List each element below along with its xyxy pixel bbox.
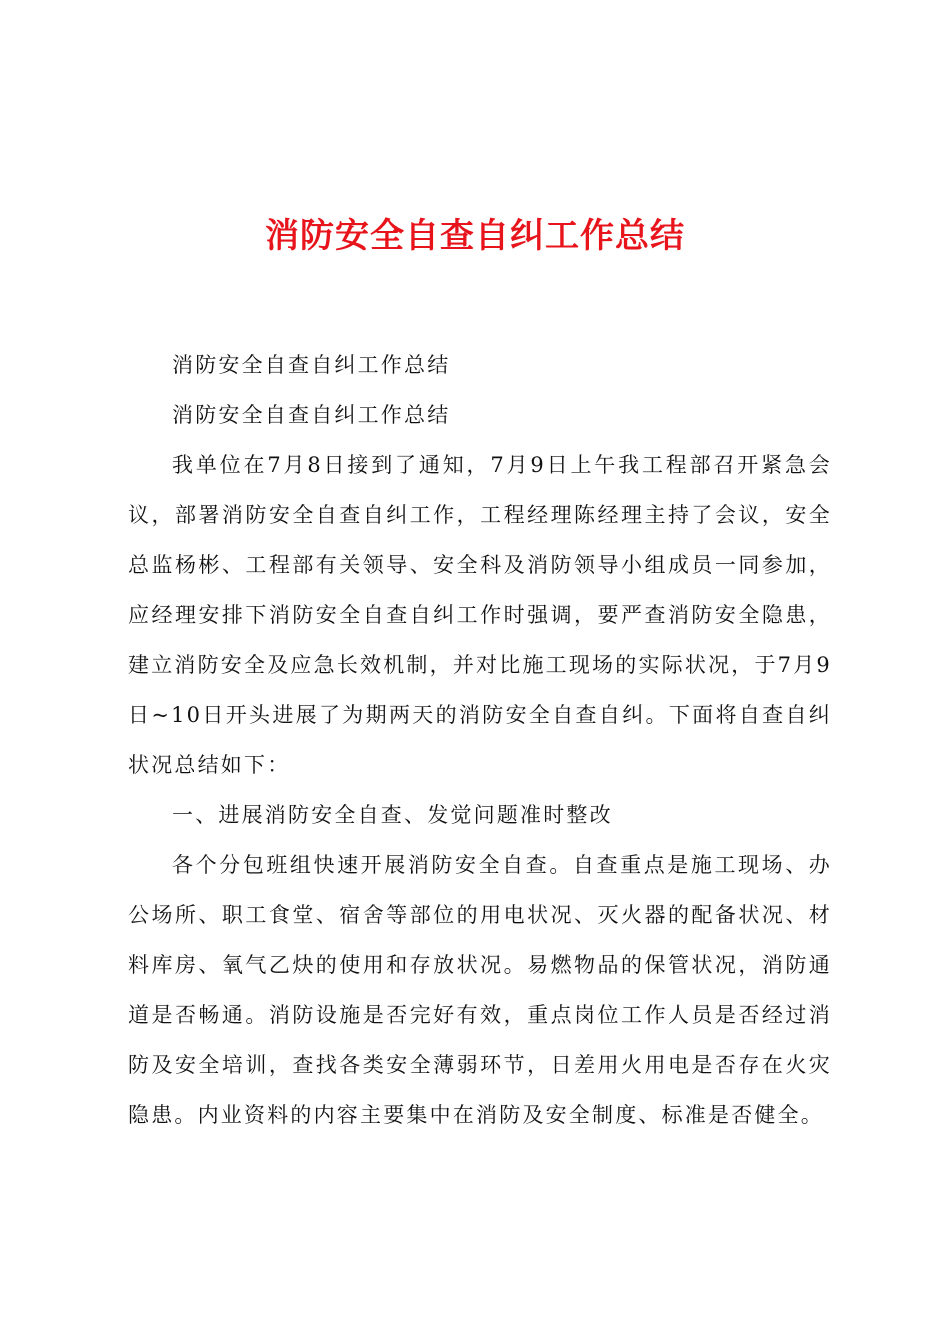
paragraph-intro: 我单位在7月8日接到了通知，7月9日上午我工程部召开紧急会议，部署消防安全自查自纠工作，工程经理陈经理主持了会议，安全总监杨彬、工程部有关领导、安全科及消防领导小组成员一同参加，应经理安排下消防安全自查自纠工作时强调，要严查消防安全隐患，建立消防安全及应急长效机制，并对比施工现场的实际状况，于7月9日~10日开头进展了为期两天的消防安全自查自纠。下面将自查自纠状况总结如下： bbox=[128, 453, 832, 777]
paragraph-section-1: 各个分包班组快速开展消防安全自查。自查重点是施工现场、办公场所、职工食堂、宿舍等部位的用电状况、灭火器的配备状况、材料库房、氧气乙炔的使用和存放状况。易燃物品的保管状况，消防通道是否畅通。消防设施是否完好有效，重点岗位工作人员是否经过消防及安全培训，查找各类安全薄弱环节，日差用火用电是否存在火灾隐患。内业资料的内容主要集中在消防及安全制度、标准是否健全。 bbox=[128, 853, 832, 1127]
document-title: 消防安全自查自纠工作总结 bbox=[265, 216, 685, 256]
paragraph-subtitle-1: 消防安全自查自纠工作总结 bbox=[172, 353, 451, 377]
paragraph-subtitle-2: 消防安全自查自纠工作总结 bbox=[172, 403, 451, 427]
document-body bbox=[128, 340, 832, 1140]
section-heading-1: 一、进展消防安全自查、发觉问题准时整改 bbox=[172, 803, 613, 827]
